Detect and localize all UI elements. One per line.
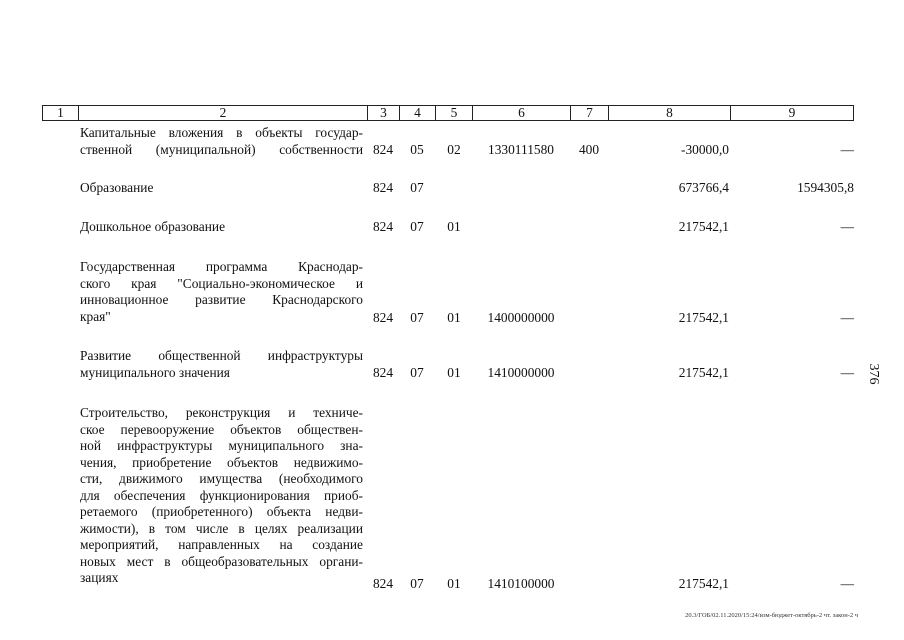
- cell-amount-2021: -30000,0: [681, 142, 729, 157]
- cell-ministry-code: 824: [372, 576, 394, 591]
- cell-amount-2022: 1594305,8: [797, 180, 854, 195]
- header-col-3: 3: [368, 106, 400, 120]
- description-line: края": [80, 308, 111, 324]
- description-line: для обеспечения функционирования приоб-: [80, 487, 363, 503]
- cell-amount-2021: 217542,1: [678, 310, 729, 325]
- cell-ministry-code: 824: [372, 180, 394, 195]
- cell-amount-2021: 217542,1: [678, 219, 729, 234]
- row-description: [80, 125, 363, 158]
- page-number: 376: [866, 363, 881, 385]
- cell-subsection: 01: [447, 310, 461, 325]
- cell-ministry-code: 824: [372, 310, 394, 325]
- header-col-6: 6: [473, 106, 571, 120]
- cell-ministry-code: 824: [372, 142, 394, 157]
- cell-ministry-code: 824: [372, 365, 394, 380]
- row-description: [80, 259, 363, 325]
- cell-amount-2021: 217542,1: [678, 576, 729, 591]
- cell-ministry-code: 824: [372, 219, 394, 234]
- cell-amount-2022: —: [840, 219, 854, 234]
- row-description: [80, 219, 363, 236]
- cell-subsection: 02: [447, 142, 461, 157]
- description-line: новых мест в общеобразовательных органи-: [80, 553, 363, 569]
- description-line: ское перевооружение объектов обществен-: [80, 421, 363, 437]
- description-line: ной инфраструктуры муниципального зна-: [80, 438, 363, 453]
- header-col-7: 7: [571, 106, 609, 120]
- description-line: Государственная программа Краснодар-: [80, 259, 363, 274]
- cell-section: 07: [410, 365, 424, 380]
- cell-target-article: 1410000000: [487, 365, 555, 380]
- cell-amount-2022: —: [840, 310, 854, 325]
- cell-section: 07: [410, 310, 424, 325]
- row-description: [80, 348, 363, 381]
- cell-subsection: 01: [447, 576, 461, 591]
- description-line: Строительство, реконструкция и техниче-: [80, 405, 363, 420]
- description-line: Образование: [80, 180, 154, 195]
- row-description: [80, 405, 363, 587]
- description-line: Капитальные вложения в объекты государ-: [80, 125, 363, 140]
- cell-subsection: 01: [447, 365, 461, 380]
- cell-target-article: 1410100000: [487, 576, 555, 591]
- header-col-2: 2: [79, 106, 368, 120]
- header-col-5: 5: [436, 106, 473, 120]
- cell-amount-2022: —: [840, 576, 854, 591]
- description-line: ретаемого (приобретенного) объекта недви-: [80, 504, 363, 519]
- column-number-header: [42, 105, 854, 121]
- cell-amount-2022: —: [840, 365, 854, 380]
- description-line: зациях: [80, 570, 119, 585]
- header-col-9: 9: [788, 105, 796, 120]
- header-col-1: 1: [43, 106, 79, 120]
- description-line: муниципального значения: [80, 364, 230, 380]
- cell-section: 07: [410, 576, 424, 591]
- description-line: чения, приобретение объектов недвижимо-: [80, 454, 363, 470]
- cell-amount-2021: 217542,1: [678, 365, 729, 380]
- description-line: сти, движимого имущества (необходимого: [80, 471, 363, 486]
- description-line: жимости), в том числе в целях реализации: [80, 520, 363, 536]
- description-line: ского края "Социально-экономическое и: [80, 275, 363, 291]
- cell-target-article: 1400000000: [487, 310, 555, 325]
- cell-target-article: 1330111580: [488, 142, 554, 157]
- cell-amount-2021: 673766,4: [678, 180, 729, 195]
- cell-expense-type: 400: [578, 142, 600, 157]
- description-line: ственной (муниципальной) собственности: [80, 141, 363, 157]
- description-line: Дошкольное образование: [80, 219, 226, 234]
- header-col-8: 8: [609, 106, 731, 120]
- cell-amount-2022: —: [840, 142, 854, 157]
- cell-section: 05: [410, 142, 424, 157]
- description-line: инновационное развитие Краснодарского: [80, 292, 363, 307]
- row-description: [80, 180, 363, 197]
- footer-stamp: 20.3/ГОБ/02.11.2020/15:24/изм-бюджет-октябрь-2 чт. закон-2 ч: [685, 612, 858, 619]
- description-line: мероприятий, направленных на создание: [80, 537, 363, 552]
- cell-section: 07: [410, 219, 424, 234]
- cell-subsection: 01: [447, 219, 461, 234]
- header-col-4: 4: [400, 106, 436, 120]
- cell-section: 07: [410, 180, 424, 195]
- description-line: Развитие общественной инфраструктуры: [80, 348, 363, 363]
